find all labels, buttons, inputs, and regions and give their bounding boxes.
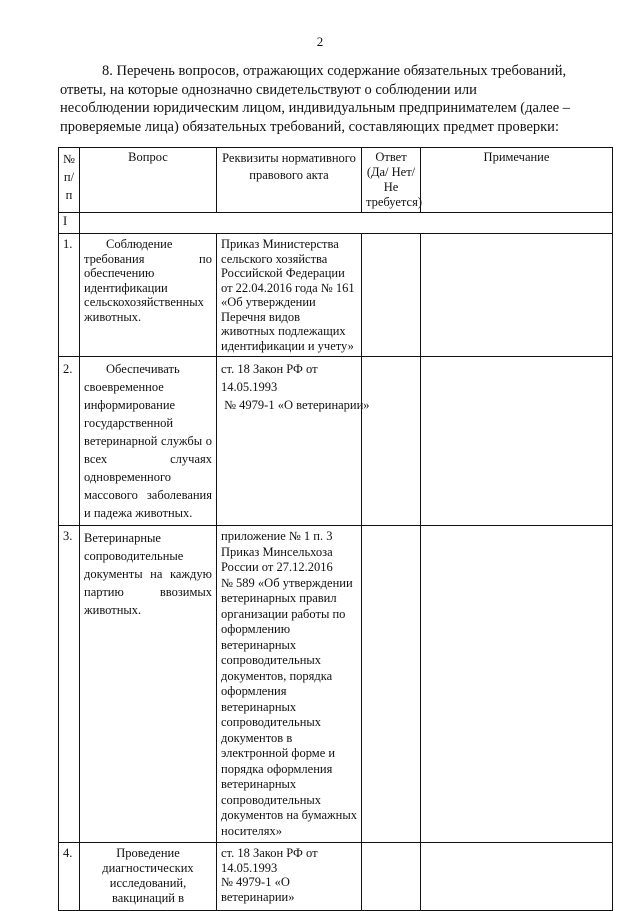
header-note: Примечание (421, 148, 613, 213)
row-requisites: ст. 18 Закон РФ от 14.05.1993 № 4979-1 «О ветеринарии» (217, 357, 362, 526)
row-question: Соблюдение требования по обеспечению идентификации сельскохозяйственных животных. (80, 234, 217, 357)
row-num: 3. (59, 526, 80, 843)
row-note (421, 843, 613, 911)
table-row (59, 357, 613, 526)
section-row (59, 213, 613, 234)
row-note (421, 526, 613, 843)
table-row (59, 234, 613, 357)
table-header-row (59, 148, 613, 213)
header-num: № п/п (59, 148, 80, 213)
row-question: Ветеринарные сопроводительные документы на каждую партию ввозимых животных. (80, 526, 217, 843)
header-requisites: Реквизиты нормативного правового акта (217, 148, 362, 213)
row-answer (362, 357, 421, 526)
table-row (59, 843, 613, 911)
intro-line: ответы, на которые однозначно свидетельствуют о соблюдении или (60, 81, 477, 98)
intro-line: проверяемые лица) обязательных требований, составляющих предмет проверки: (60, 118, 559, 135)
row-requisites: ст. 18 Закон РФ от 14.05.1993 № 4979-1 «О ветеринарии» (217, 843, 362, 911)
checklist-table (58, 147, 613, 911)
row-requisites: приложение № 1 п. 3 Приказ Минсельхоза России от 27.12.2016 № 589 «Об утверждении ветеринарных правил организации работы по оформлению ветеринарных сопроводительных документов, порядка оформления ветеринарных сопроводительных документов в электронной форме и порядка оформления ветеринарных сопроводительных документов на бумажных носителях» (217, 526, 362, 843)
row-num: 2. (59, 357, 80, 526)
row-question: Проведение диагностических исследований, вакцинаций в (80, 843, 217, 911)
intro-line: несоблюдении юридическим лицом, индивидуальным предпринимателем (далее – (60, 100, 571, 116)
row-answer (362, 526, 421, 843)
intro-line: 8. Перечень вопросов, отражающих содержание обязательных требований, (102, 63, 567, 79)
row-answer (362, 843, 421, 911)
section-intro (60, 62, 590, 136)
row-num: 1. (59, 234, 80, 357)
header-answer: Ответ (Да/ Нет/ Не требуется) (362, 148, 421, 213)
page-number: 2 (316, 34, 324, 49)
row-question: Обеспечивать своевременное информирование государственной ветеринарной службы о всех случаях одновременного массового заболевания и падежа животных. (80, 357, 217, 526)
row-note (421, 234, 613, 357)
table-row (59, 526, 613, 843)
header-question: Вопрос (80, 148, 217, 213)
row-num: 4. (59, 843, 80, 911)
row-answer (362, 234, 421, 357)
row-note (421, 357, 613, 526)
section-label: I (59, 213, 80, 234)
row-requisites: Приказ Министерства сельского хозяйства Российской Федерации от 22.04.2016 года № 161 «Об утверждении Перечня видов животных подлежащих идентификации и учету» (217, 234, 362, 357)
